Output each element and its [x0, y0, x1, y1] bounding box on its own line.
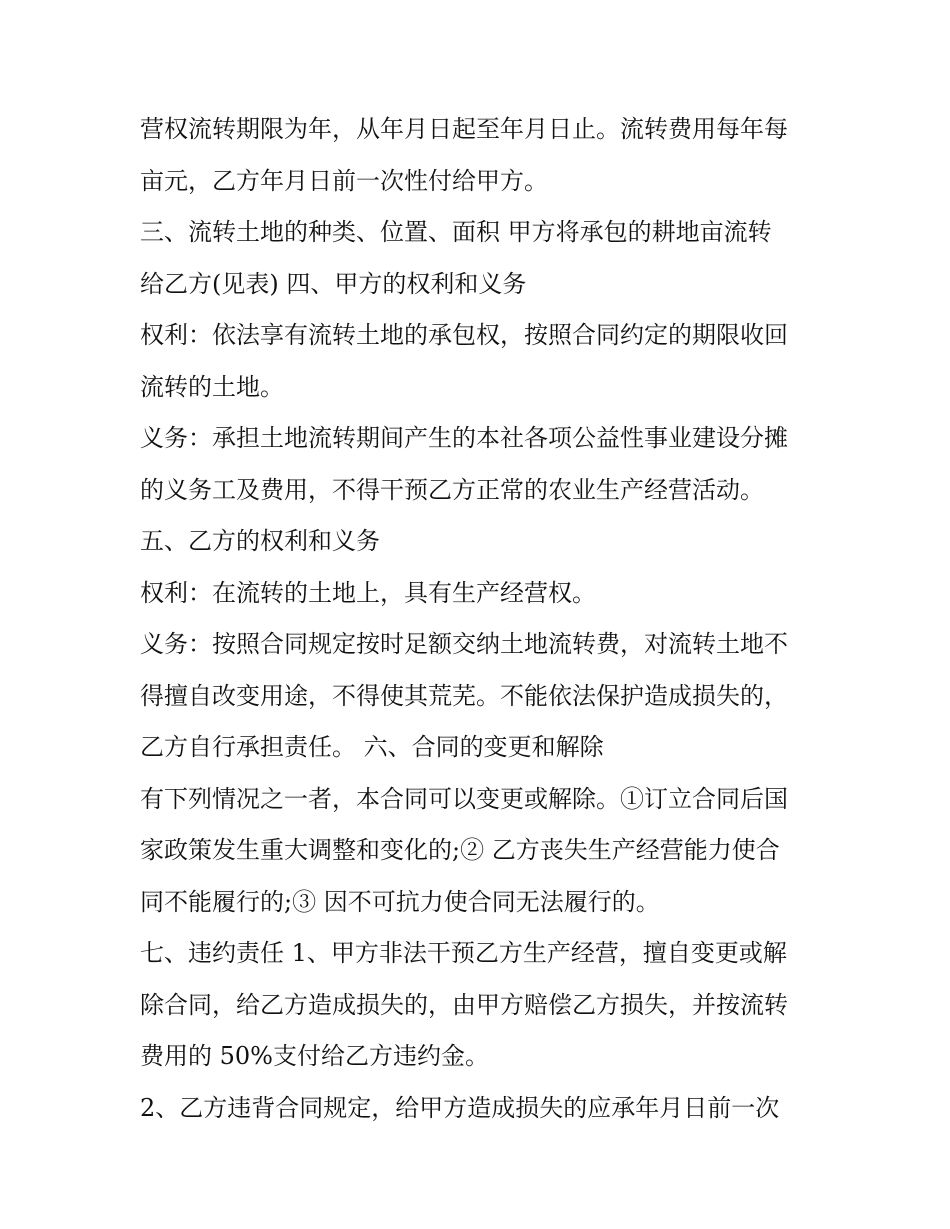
text-line: 流转的土地。: [140, 372, 284, 401]
text-line: 义务：按照合同规定按时足额交纳土地流转费，对流转土地不: [140, 630, 788, 658]
text-line: 除合同，给乙方造成损失的，由甲方赔偿乙方损失，并按流转: [140, 990, 788, 1019]
text-line: 营权流转期限为年，从年月日起至年月日止。流转费用每年每: [140, 115, 788, 143]
text-line: 权利：在流转的土地上，具有生产经营权。: [140, 578, 596, 607]
text-line: 五、乙方的权利和义务: [140, 527, 380, 555]
text-line: 同不能履行的;③ 因不可抗力使合同无法履行的。: [140, 887, 660, 916]
document-body: [140, 104, 830, 1134]
text-line: 2、乙方违背合同规定，给甲方造成损失的应承年月日前一次: [140, 1093, 780, 1122]
text-line: 亩元，乙方年月日前一次性付给甲方。: [140, 166, 548, 195]
text-line: 义务：承担土地流转期间产生的本社各项公益性事业建设分摊: [140, 424, 788, 452]
text-line: 权利：依法享有流转土地的承包权，按照合同约定的期限收回: [140, 321, 788, 349]
text-line: 七、违约责任 1、甲方非法干预乙方生产经营，擅自变更或解: [140, 939, 787, 967]
text-line: 得擅自改变用途，不得使其荒芜。不能依法保护造成损失的，: [140, 681, 788, 710]
text-line: 乙方自行承担责任。 六、合同的变更和解除: [140, 733, 604, 761]
text-line: 有下列情况之一者，本合同可以变更或解除。①订立合同后国: [140, 784, 788, 813]
text-line: 给乙方(见表) 四、甲方的权利和义务: [140, 269, 527, 298]
text-line: 的义务工及费用，不得干预乙方正常的农业生产经营活动。: [140, 475, 764, 504]
text-line: 三、流转土地的种类、位置、面积 甲方将承包的耕地亩流转: [140, 218, 772, 246]
text-line: 费用的 50%支付给乙方违约金。: [140, 1042, 489, 1070]
text-line: 家政策发生重大调整和变化的;② 乙方丧失生产经营能力使合: [140, 836, 780, 864]
